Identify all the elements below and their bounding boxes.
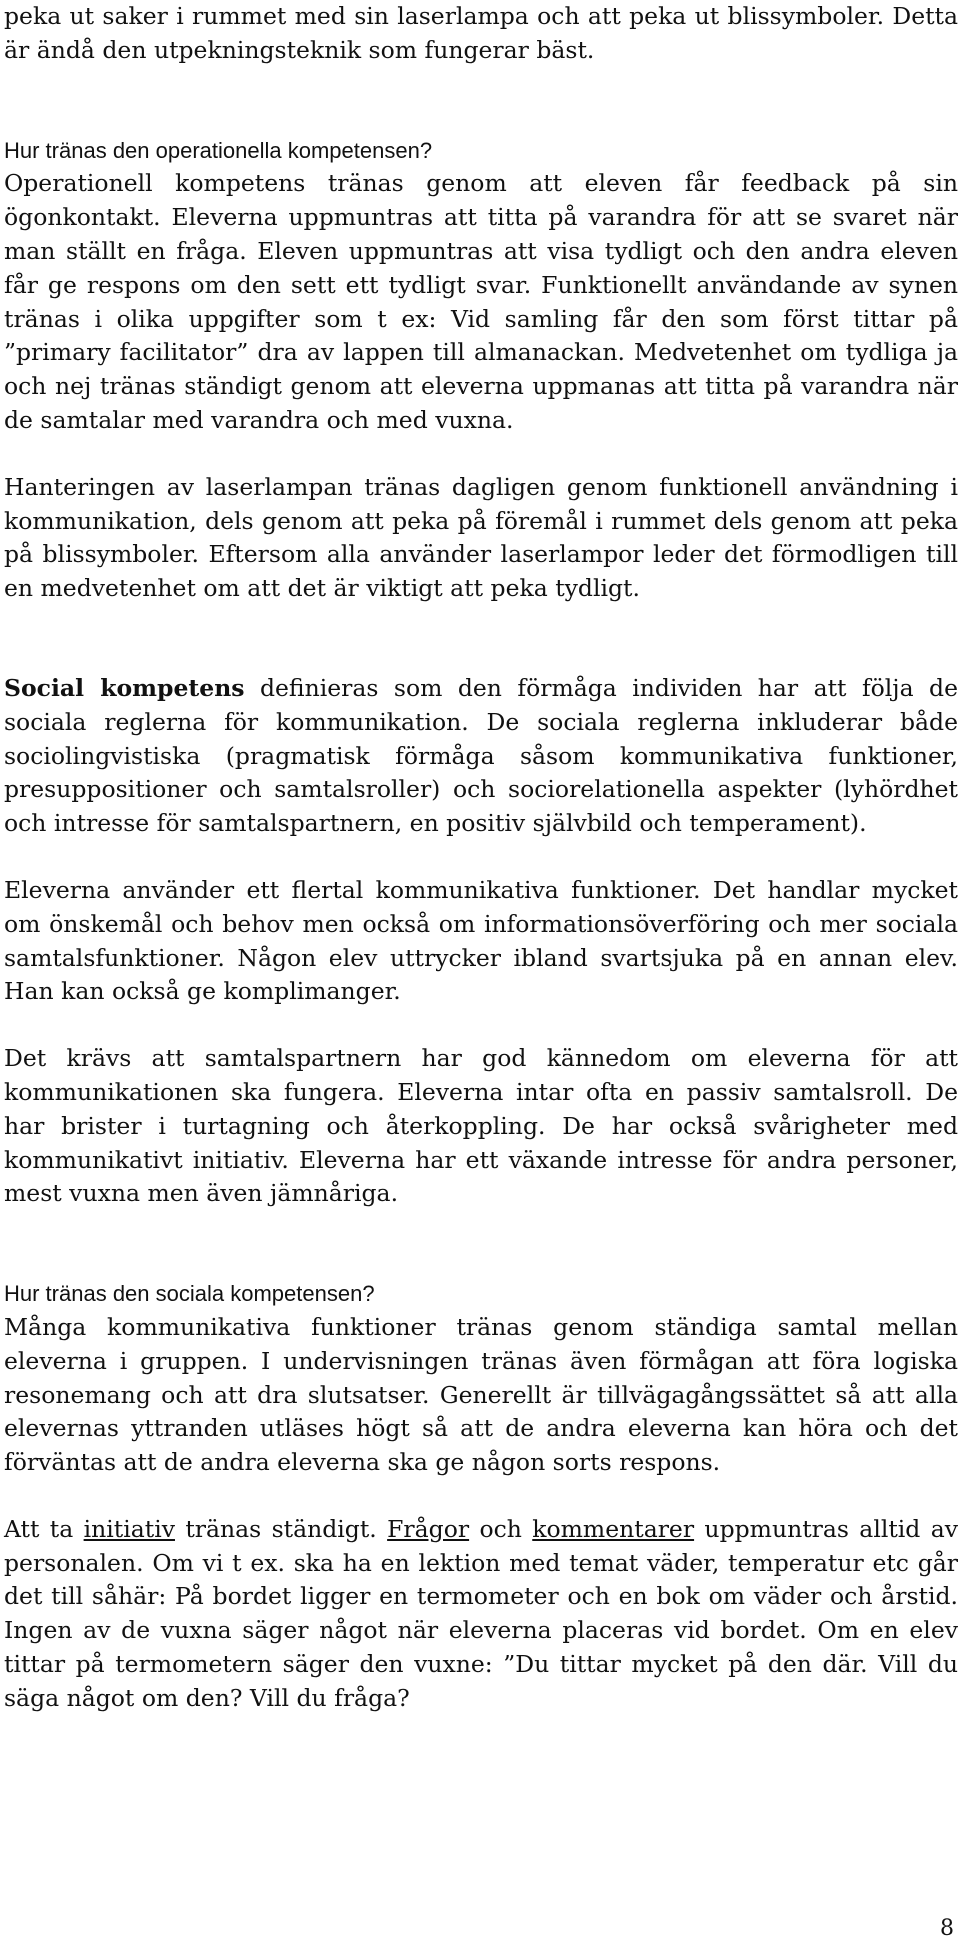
paragraph-training: Många kommunikativa funktioner tränas genom ständiga samtal mellan eleverna i gruppen. I undervisningen tränas även förmågan att föra logiska resonemang och att dra slutsatser. Generellt är tillvägagångssättet så att alla elevernas yttranden utläses högt så att de andra eleverna kan höra och det förväntas att de andra eleverna ska ge någon sorts respons. (4, 1312, 958, 1477)
spacer (4, 68, 958, 134)
underlined-fragor: Frågor (387, 1514, 470, 1543)
paragraph-functions: Eleverna använder ett flertal kommunikativa funktioner. Det handlar mycket om önskemål och behov men också om informationsöverföring och mer sociala samtalsfunktioner. Någon elev uttrycker ibland svartsjuka på en annan elev. Han kan också ge komplimanger. (4, 875, 958, 1006)
spacer (4, 1211, 958, 1277)
heading-operational: Hur tränas den operationella kompetensen? (4, 137, 433, 163)
text-run: tränas ständigt. (174, 1514, 388, 1543)
spacer (4, 1480, 958, 1513)
spacer (4, 606, 958, 672)
paragraph-social-definition (4, 672, 958, 841)
text-run: och (469, 1514, 533, 1543)
intro-paragraph: peka ut saker i rummet med sin laserlampa och att peka ut blissymboler. Detta är ändå den utpekningsteknik som fungerar bäst. (4, 2, 958, 64)
paragraph-operational: Operationell kompetens tränas genom att eleven får feedback på sin ögonkontakt. Eleverna uppmuntras att titta på varandra för att se svaret när man ställt en fråga. Eleven uppmuntras att visa tydligt och den andra eleven får ge respons om den sett ett tydligt svar. Funktionellt användande av synen tränas i olika uppgifter som t ex: Vid samling får den som först tittar på ”primary facilitator” dra av lappen till almanackan. Medvetenhet om tydliga ja och nej tränas ständigt genom att eleverna uppmanas att titta på varandra när de samtalar med varandra och med vuxna. (4, 169, 958, 434)
paragraph-partner: Det krävs att samtalspartnern har god kännedom om eleverna för att kommunikationen ska fungera. Eleverna intar ofta en passiv samtalsroll. De har brister i turtagning och återkoppling. De har också svårigheter med kommunikativt initiativ. Eleverna har ett växande intresse för andra personer, mest vuxna men även jämnåriga. (4, 1044, 958, 1208)
text-run: uppmuntras alltid av personalen. Om vi t ex. ska ha en lektion med temat väder, temperatur etc går det till såhär: På bordet ligger en termometer och en bok om väder och årstid. Ingen av de vuxna säger något när eleverna placeras vid bordet. Om en elev tittar på termometern säger den vuxne: ”Du tittar mycket på den där. Vill du säga något om den? Vill du fråga? (4, 1514, 958, 1712)
underlined-kommentarer: kommentarer (532, 1514, 695, 1543)
text-run: Att ta (4, 1514, 84, 1543)
spacer (4, 438, 958, 471)
paragraph-initiative (4, 1513, 958, 1716)
term-social-kompetens: Social kompetens (4, 673, 245, 702)
heading-social: Hur tränas den sociala kompetensen? (4, 1281, 375, 1307)
spacer (4, 841, 958, 874)
spacer (4, 1009, 958, 1042)
underlined-initiativ: initiativ (83, 1514, 175, 1543)
definition-text: definieras som den förmåga individen har att följa de sociala reglerna för kommunikation. De sociala reglerna inkluderar både sociolingvistiska (pragmatisk förmåga såsom kommunikativa funktioner, presuppositioner och samtalsroller) och sociorelationella aspekter (lyhördhet och intresse för samtalspartnern, en positiv självbild och temperament). (4, 673, 959, 838)
paragraph-laserlamp: Hanteringen av laserlampan tränas dagligen genom funktionell användning i kommunikation, dels genom att peka på föremål i rummet dels genom att peka på blissymboler. Eftersom alla använder laserlampor leder det förmodligen till en medvetenhet om att det är viktigt att peka tydligt. (4, 472, 958, 603)
page-number: 8 (940, 1916, 954, 1941)
